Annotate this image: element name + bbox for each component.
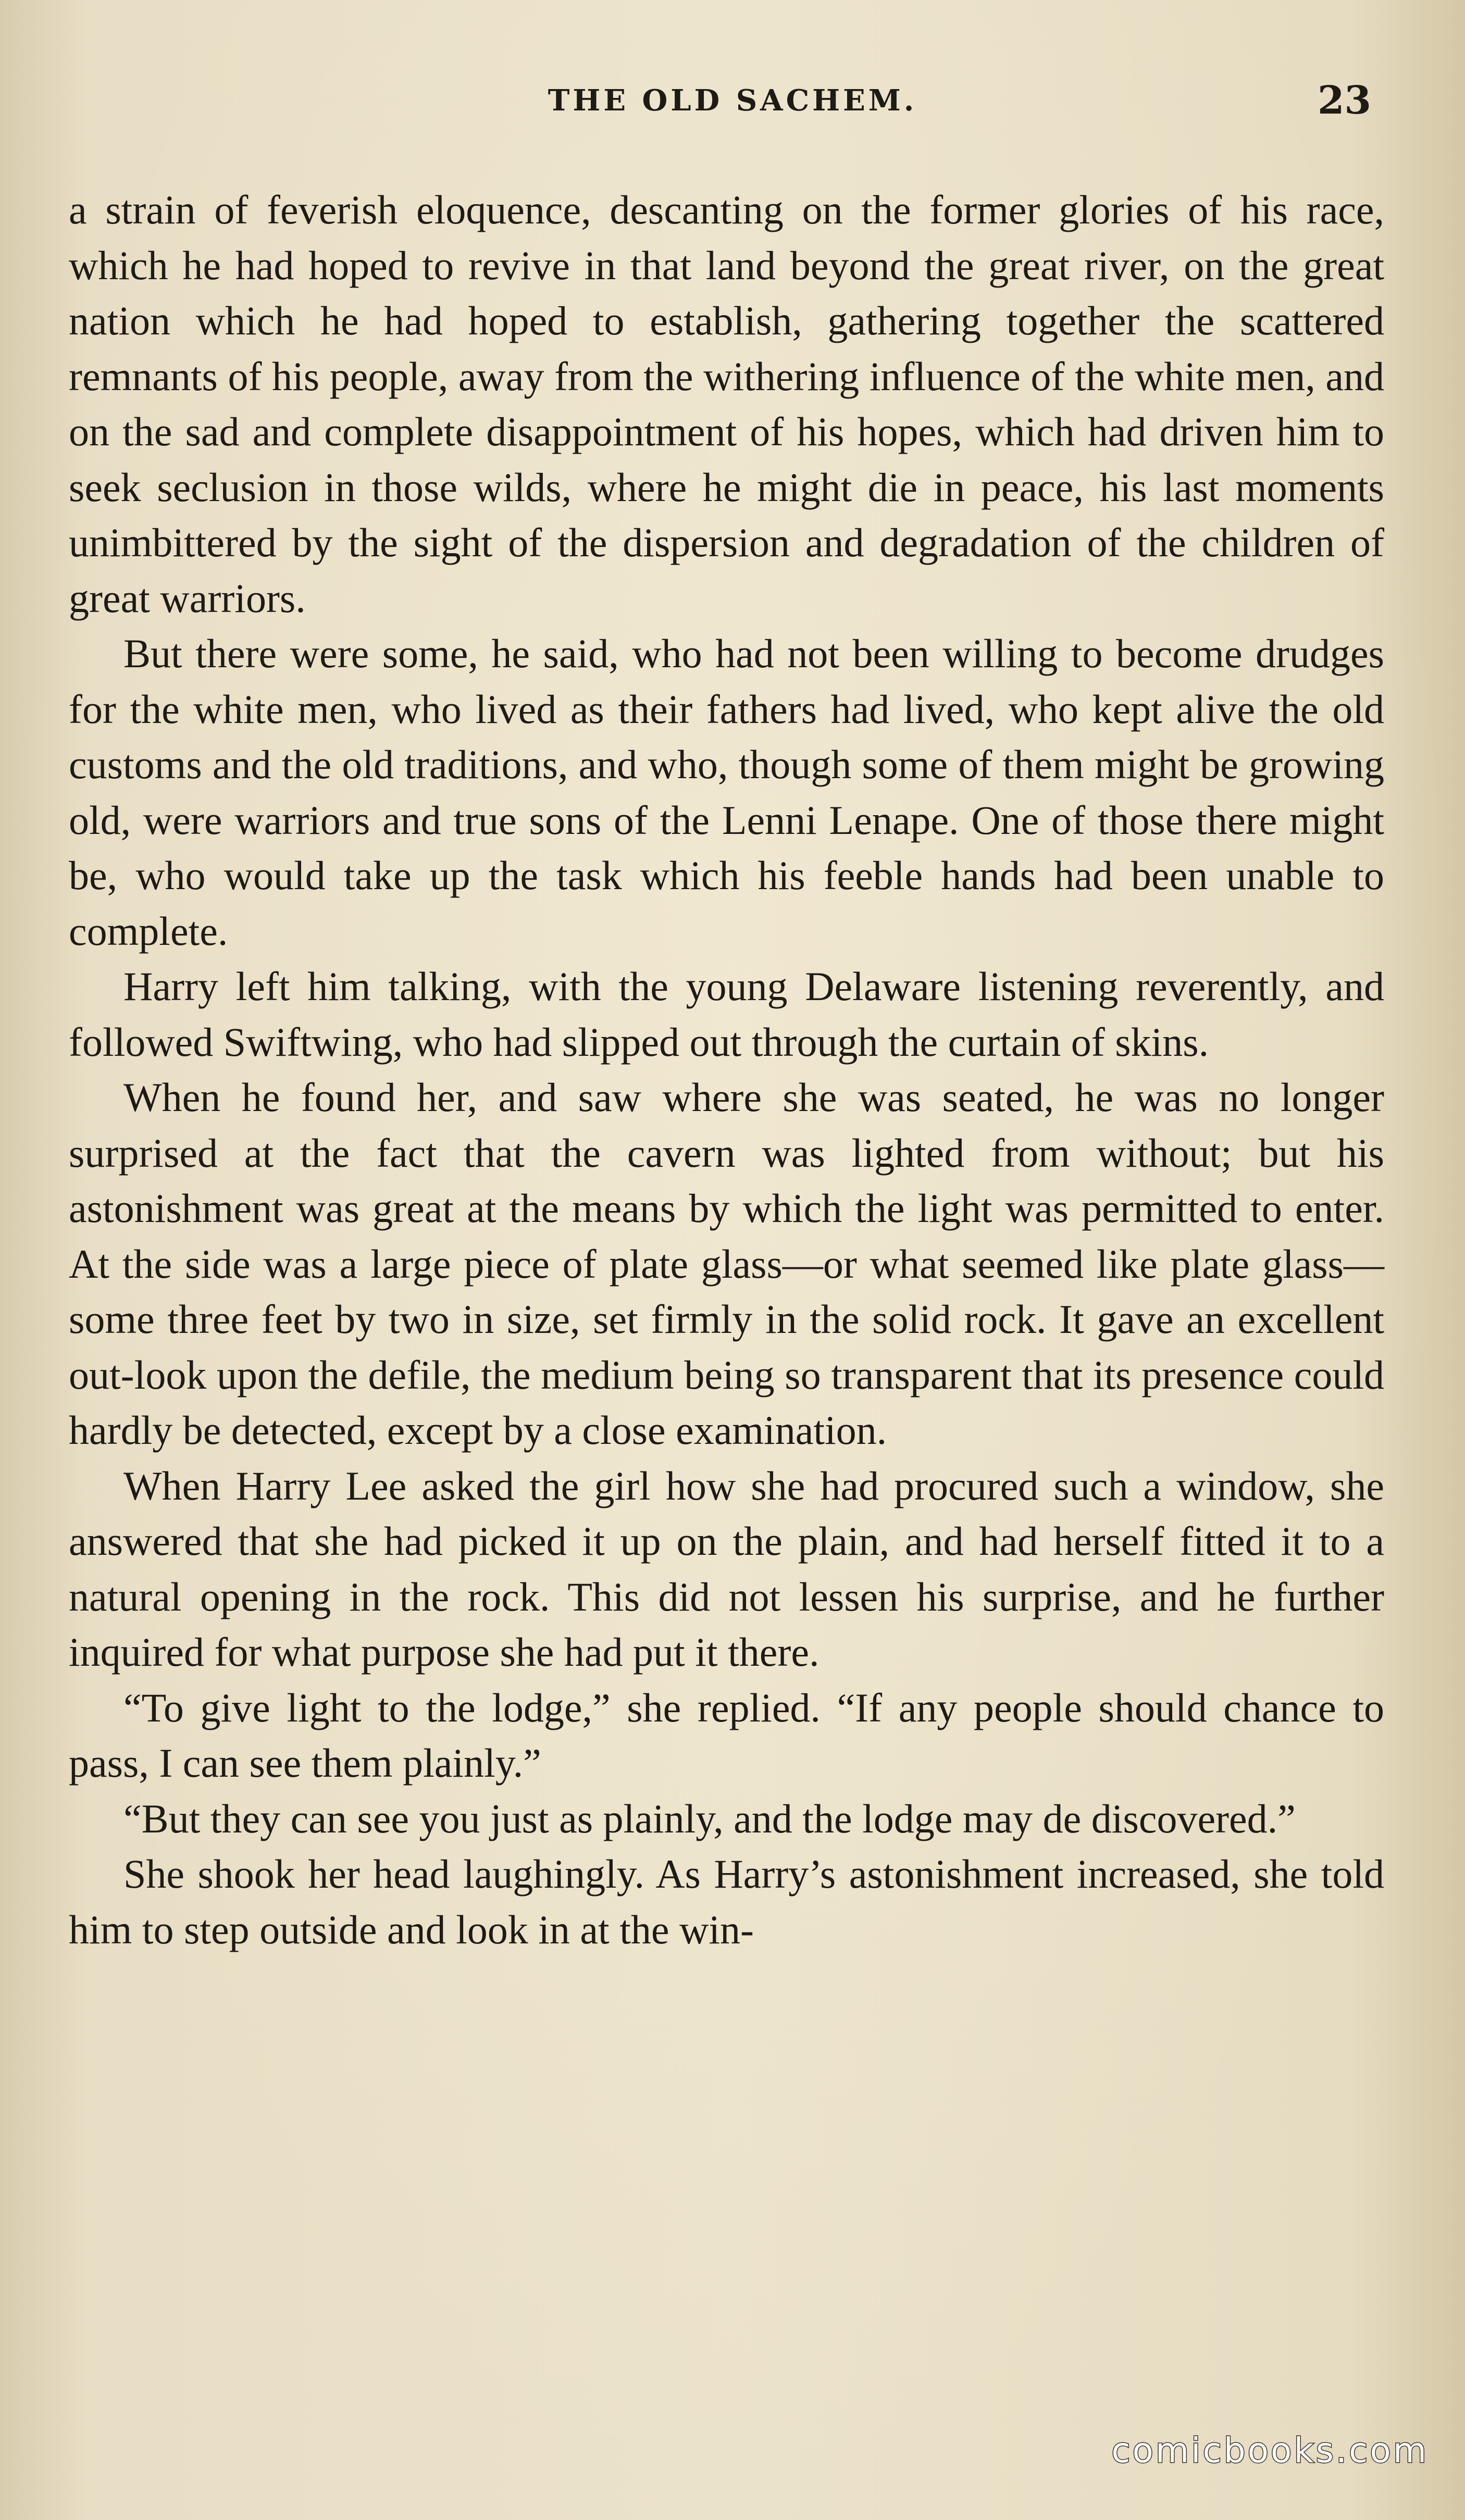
site-watermark: comicbooks.com — [1111, 2430, 1429, 2471]
running-title: THE OLD SACHEM. — [548, 83, 917, 118]
paragraph-1: a strain of feverish eloquence, descanting on the former glories of his race, which he had hoped to revive in that land beyond the great river, on the great nation which he had hoped to establish, gathering together the scattered remnants of his people, away from the withering influence of the white men, and on the sad and complete disappointment of his hopes, which had driven him to seek seclusion in those wilds, where he might die in peace, his last moments unimbittered by the sight of the dispersion and degradation of the children of great warriors. — [69, 187, 1384, 621]
paragraph-4: When he found her, and saw where she was seated, he was no longer surprised at the fact that the cavern was lighted from without; but his astonishment was great at the means by which the light was permitted to enter. At the side was a large piece of plate glass—or what seemed like plate glass—some three feet by two in size, set firmly in the solid rock. It gave an excellent out-look upon the defile, the medium being so transparent that its presence could hardly be detected, except by a close examination. — [69, 1075, 1384, 1453]
paragraph-2: But there were some, he said, who had not been willing to become drudges for the white men, who lived as their fathers had lived, who kept alive the old customs and the old traditions, and who, though some of them might be growing old, were warriors and true sons of the Lenni Lenape. One of those there might be, who would take up the task which his feeble hands had been unable to complete. — [69, 631, 1384, 954]
paragraph-7: “But they can see you just as plainly, and the lodge may de discovered.” — [123, 1795, 1296, 1841]
running-head — [0, 78, 1465, 135]
page-number: 23 — [1318, 78, 1371, 123]
paragraph-5: When Harry Lee asked the girl how she had procured such a window, she answered that she had picked it up on the plain, and had herself fitted it to a natural opening in the rock. This did not lessen his surprise, and he further inquired for what purpose she had put it there. — [69, 1463, 1384, 1675]
paragraph-8: She shook her head laughingly. As Harry’s astonishment increased, she told him to step outside and look in at the win- — [69, 1851, 1384, 1952]
paragraph-3: Harry left him talking, with the young Delaware listening reverently, and followed Swiftwing, who had slipped out through the curtain of skins. — [69, 964, 1384, 1065]
body-text — [69, 182, 1384, 1957]
paragraph-6: “To give light to the lodge,” she replied. “If any people should chance to pass, I can see them plainly.” — [69, 1685, 1384, 1786]
